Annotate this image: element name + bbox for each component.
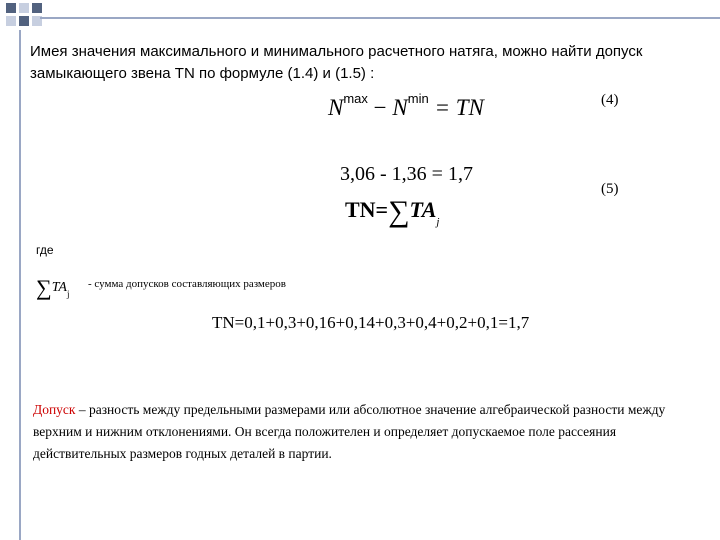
header-rule	[40, 17, 720, 19]
formula-4-sup-min: min	[407, 91, 429, 106]
formula-4-minus: −	[367, 95, 393, 120]
definition-term: Допуск	[33, 402, 76, 417]
formula-5-line1: 3,06 - 1,36 = 1,7	[340, 163, 473, 185]
where-label: где	[36, 243, 54, 257]
formula-4-rhs: = TN	[428, 95, 484, 120]
formula-4-n2: N	[392, 95, 408, 120]
formula-4-number: (4)	[601, 92, 619, 108]
formula-5-number: (5)	[601, 181, 619, 197]
decor-square	[19, 16, 29, 26]
sigma-symbol: ∑	[36, 275, 52, 300]
formula-5-lhs: TN=	[345, 197, 389, 222]
sum-term: TA	[51, 280, 67, 295]
formula-5-term: TA	[409, 197, 437, 222]
formula-5	[345, 195, 439, 229]
sum-description: - сумма допусков составляющих размеров	[88, 278, 286, 290]
decor-square	[6, 3, 16, 13]
decor-square	[19, 3, 29, 13]
intro-paragraph: Имея значения максимального и минимального расчетного натяга, можно найти допуск замыкающего звена TN по формуле (1.4) и (1.5) :	[30, 43, 643, 82]
formula-4-sup-max: max	[343, 91, 368, 106]
sigma-symbol: ∑	[388, 195, 410, 228]
formula-5-subscript: j	[436, 216, 440, 228]
definition-paragraph	[33, 399, 693, 465]
sum-subscript: j	[67, 289, 70, 299]
tn-calculation: TN=0,1+0,3+0,16+0,14+0,3+0,4+0,2+0,1=1,7	[212, 313, 530, 332]
formula-4-n1: N	[328, 95, 344, 120]
formula-4	[328, 91, 484, 121]
sum-symbol	[36, 275, 70, 301]
decor-square	[6, 16, 16, 26]
decor-square	[32, 3, 42, 13]
definition-text: – разность между предельными размерами или абсолютное значение алгебраической разности между верхним и нижним отклонениями. Он всегда положителен и определяет допускаемое поле рассеяния действительных размеров годных деталей в партии.	[33, 402, 666, 461]
side-rule	[19, 30, 21, 540]
